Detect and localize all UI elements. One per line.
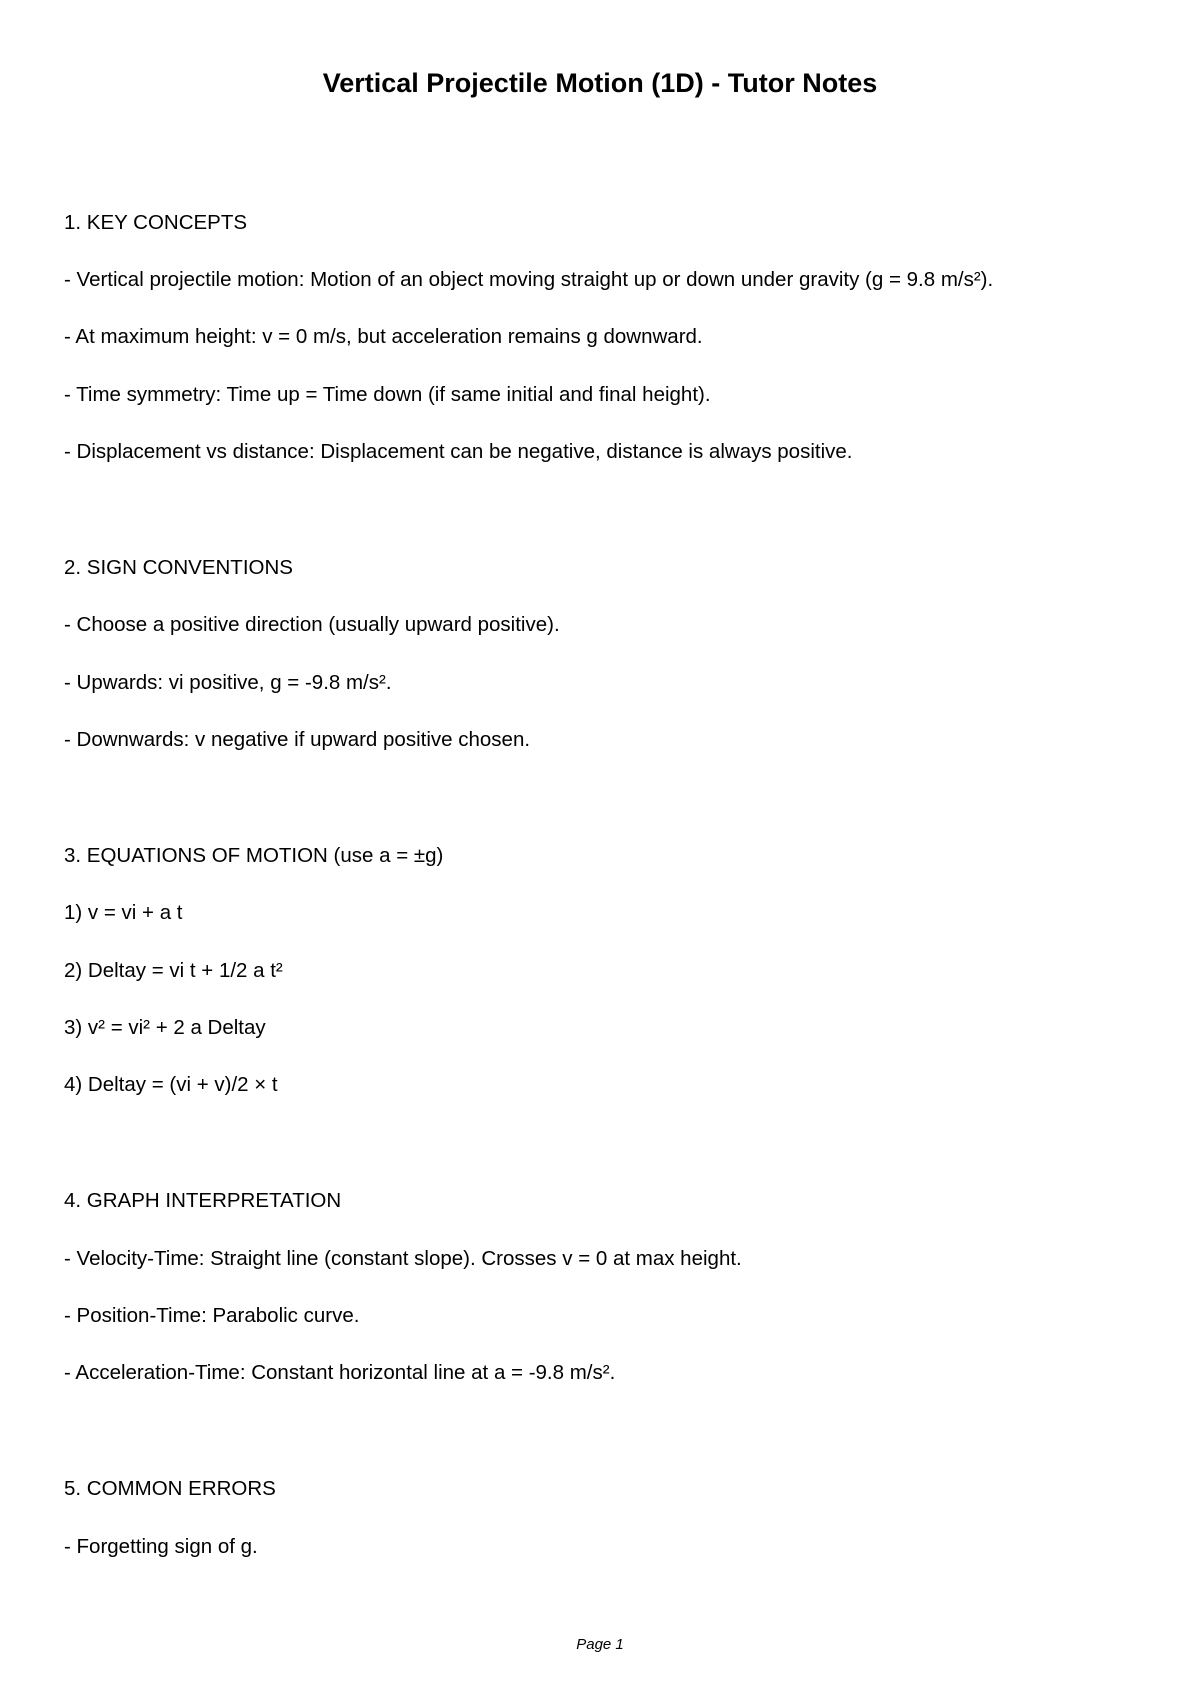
list-item: - Time symmetry: Time up = Time down (if same initial and final height). [64, 383, 711, 406]
equation-item: 4) Deltay = (vi + v)/2 × t [64, 1073, 278, 1096]
equation-item: 2) Deltay = vi t + 1/2 a t² [64, 959, 283, 982]
section-heading-sign-conventions: 2. SIGN CONVENTIONS [64, 556, 293, 579]
section-heading-equations-of-motion: 3. EQUATIONS OF MOTION (use a = ±g) [64, 844, 444, 867]
equation-item: 3) v² = vi² + 2 a Deltay [64, 1016, 266, 1039]
list-item: - At maximum height: v = 0 m/s, but acceleration remains g downward. [64, 325, 703, 348]
list-item: - Acceleration-Time: Constant horizontal line at a = -9.8 m/s². [64, 1361, 616, 1384]
list-item: - Velocity-Time: Straight line (constant slope). Crosses v = 0 at max height. [64, 1247, 742, 1270]
section-heading-graph-interpretation: 4. GRAPH INTERPRETATION [64, 1189, 342, 1212]
page-title: Vertical Projectile Motion (1D) - Tutor Notes [322, 68, 878, 98]
list-item: - Upwards: vi positive, g = -9.8 m/s². [64, 671, 392, 694]
equation-item: 1) v = vi + a t [64, 901, 183, 924]
section-heading-key-concepts: 1. KEY CONCEPTS [64, 211, 248, 234]
list-item: - Displacement vs distance: Displacement can be negative, distance is always positive. [64, 440, 853, 463]
list-item: - Downwards: v negative if upward positive chosen. [64, 728, 531, 751]
list-item: - Forgetting sign of g. [64, 1535, 258, 1558]
list-item: - Vertical projectile motion: Motion of an object moving straight up or down under gravity (g = 9.8 m/s²). [64, 268, 994, 291]
list-item: - Position-Time: Parabolic curve. [64, 1304, 360, 1327]
page-number: Page 1 [576, 1636, 624, 1653]
list-item: - Choose a positive direction (usually upward positive). [64, 613, 560, 636]
section-heading-common-errors: 5. COMMON ERRORS [64, 1477, 276, 1500]
